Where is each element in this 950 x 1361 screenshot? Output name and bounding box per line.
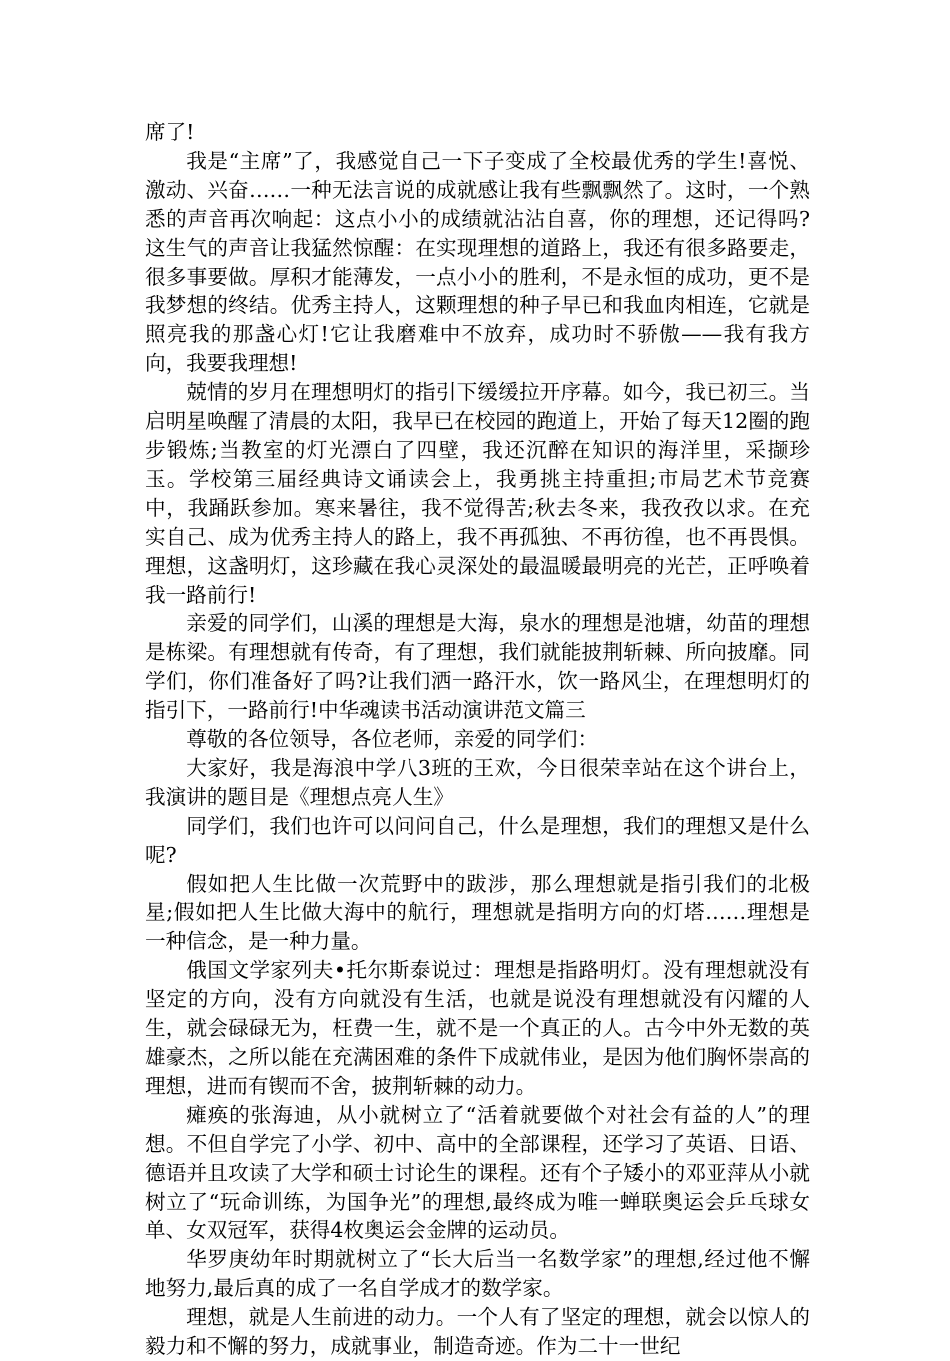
paragraph: 我是“主席”了，我感觉自己一下子变成了全校最优秀的学生!喜悦、激动、兴奋……一种无法言说的成就感让我有些飘飘然了。这时，一个熟悉的声音再次响起：这点小小的成绩就沾沾自喜，你的理想，还记得吗?这生气的声音让我猛然惊醒：在实现理想的道路上，我还有很多路要走，很多事要做。厚积才能薄发，一点小小的胜利，不是永恒的成功，更不是我梦想的终结。优秀主持人，这颗理想的种子早已和我血肉相连，它就是照亮我的那盏心灯!它让我磨难中不放弃，成功时不骄傲——我有我方向，我要我理想! xyxy=(145,148,810,376)
paragraph: 尊敬的各位领导，各位老师，亲爱的同学们： xyxy=(186,727,599,752)
paragraph: 亲爱的同学们，山溪的理想是大海，泉水的理想是池塘，幼苗的理想是栋梁。有理想就有传奇，有了理想，我们就能披荆斩棘、所向披靡。同学们，你们准备好了吗?让我们洒一路汗水，饮一路风尘，在理想明灯的指引下，一路前行!中华魂读书活动演讲范文篇三 xyxy=(145,611,810,723)
paragraph: 大家好，我是海浪中学八3班的王欢，今日很荣幸站在这个讲台上，我演讲的题目是《理想点亮人生》 xyxy=(145,755,810,809)
paragraph: 华罗庚幼年时期就树立了“长大后当一名数学家”的理想,经过他不懈地努力,最后真的成了一名自学成才的数学家。 xyxy=(145,1247,810,1301)
paragraph: 俄国文学家列夫•托尔斯泰说过：理想是指路明灯。没有理想就没有坚定的方向，没有方向就没有生活，也就是说没有理想就没有闪耀的人生，就会碌碌无为，枉费一生，就不是一个真正的人。古今中外无数的英雄豪杰，之所以能在充满困难的条件下成就伟业，是因为他们胸怀崇高的理想，进而有锲而不舍，披荆斩棘的动力。 xyxy=(145,958,810,1098)
paragraph: 兢情的岁月在理想明灯的指引下缓缓拉开序幕。如今，我已初三。当启明星唤醒了清晨的太阳，我早已在校园的跑道上，开始了每天12圈的跑步锻炼;当教室的灯光漂白了四壁，我还沉醉在知识的海洋里，采撷珍玉。学校第三届经典诗文诵读会上，我勇挑主持重担;市局艺术节竞赛中，我踊跃参加。寒来暑往，我不觉得苦;秋去冬来，我孜孜以求。在充实自己、成为优秀主持人的路上，我不再孤独、不再彷徨，也不再畏惧。理想，这盏明灯，这珍藏在我心灵深处的最温暖最明亮的光芒，正呼唤着我一路前行! xyxy=(145,380,810,607)
paragraph: 假如把人生比做一次荒野中的跋涉，那么理想就是指引我们的北极星;假如把人生比做大海中的航行，理想就是指明方向的灯塔……理想是一种信念，是一种力量。 xyxy=(145,871,810,954)
document-page xyxy=(145,118,810,1361)
paragraph: 席了! xyxy=(145,120,195,144)
paragraph: 理想，就是人生前进的动力。一个人有了坚定的理想，就会以惊人的毅力和不懈的努力，成就事业，制造奇迹。作为二十一世纪 xyxy=(145,1305,810,1359)
paragraph: 瘫痪的张海迪，从小就树立了“活着就要做个对社会有益的人”的理想。不但自学完了小学、初中、高中的全部课程，还学习了英语、日语、德语并且攻读了大学和硕士讨论生的课程。还有个子矮小的邓亚萍从小就树立了“玩命训练，为国争光”的理想,最终成为唯一蝉联奥运会乒乓球女单、女双冠军，获得4枚奥运会金牌的运动员。 xyxy=(145,1102,810,1243)
paragraph: 同学们，我们也许可以问问自己，什么是理想，我们的理想又是什么呢? xyxy=(145,813,810,867)
